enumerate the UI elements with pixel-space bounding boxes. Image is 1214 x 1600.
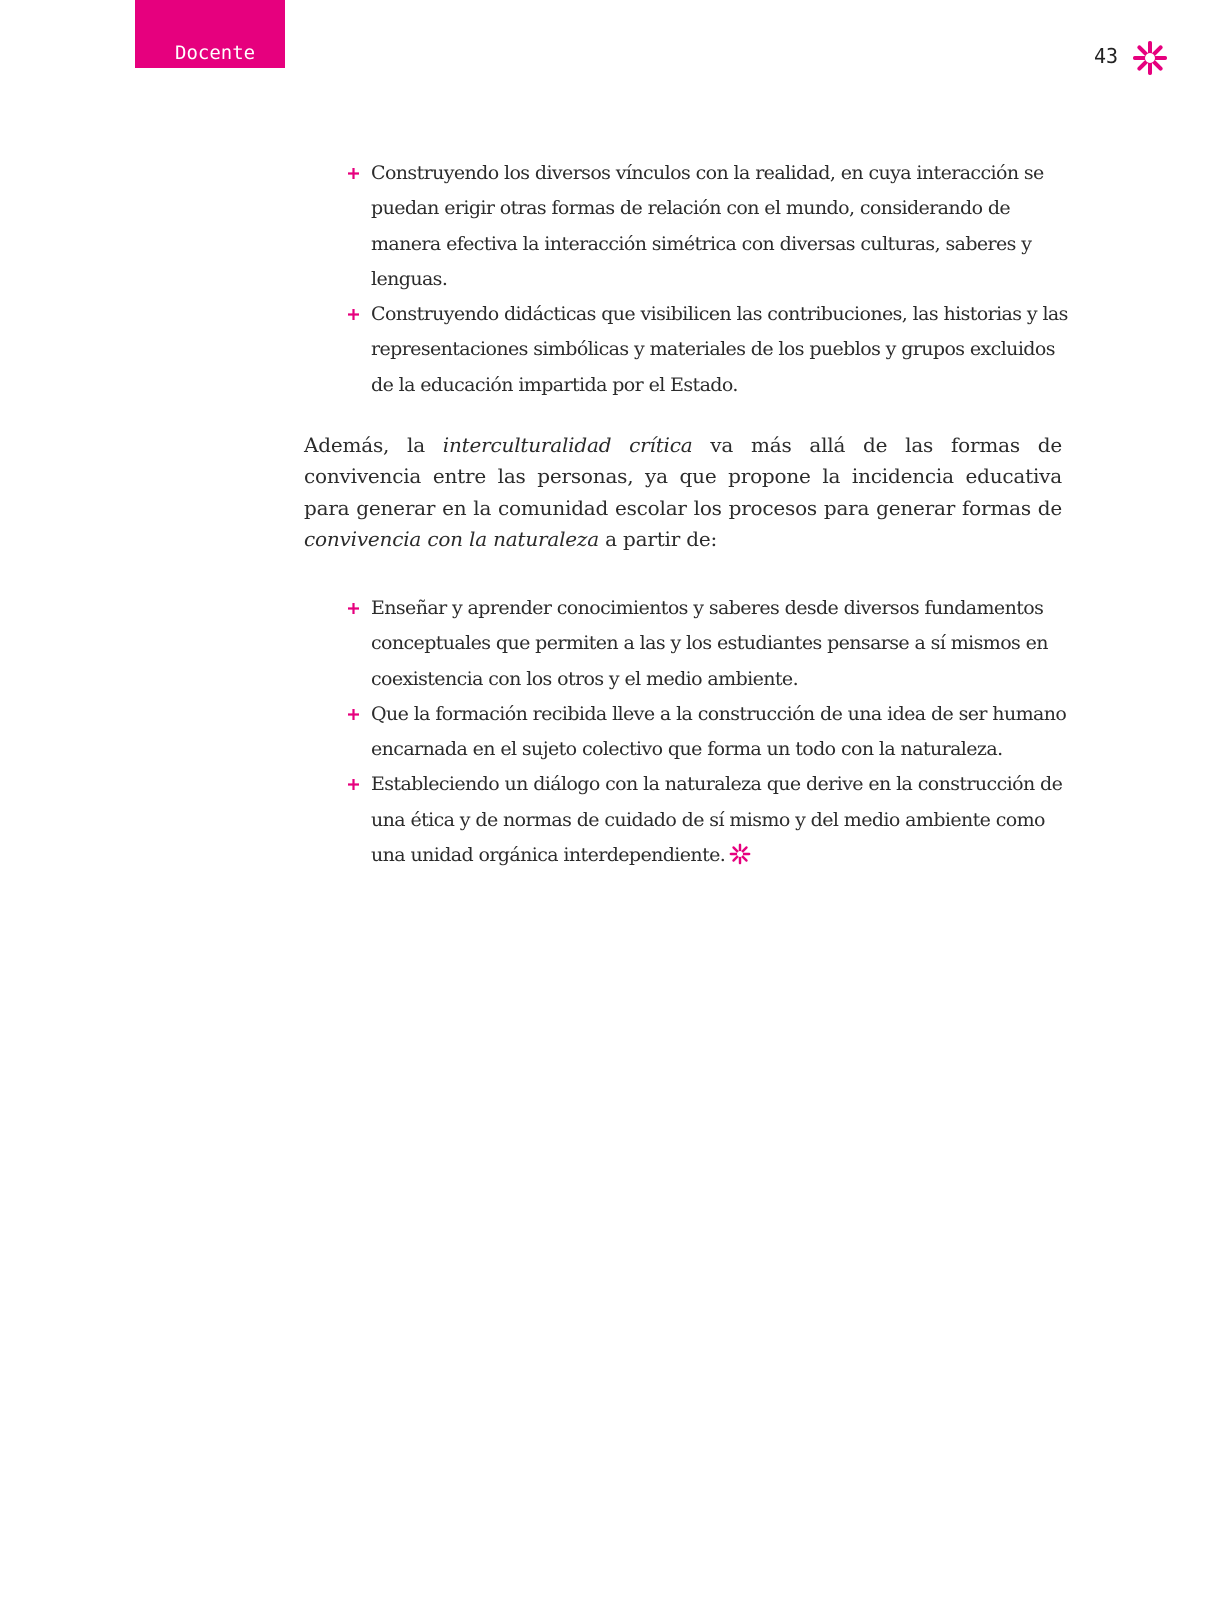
paragraph-italic-2: convivencia con la naturaleza <box>304 526 599 551</box>
list-item-text: Construyendo los diversos vínculos con la realidad, en cuya interacción se puedan erigir otras formas de relación con el mundo, considerando de manera efectiva la interacción simétrica con diversas culturas, saberes y lenguas. <box>371 162 1044 290</box>
bullet-list-first <box>348 156 1068 403</box>
paragraph-italic-1: interculturalidad crítica <box>442 433 693 457</box>
asterisk-star-icon <box>1132 40 1168 76</box>
section-label: Docente <box>175 42 256 64</box>
list-item-text: Que la formación recibida lleve a la construcción de una idea de ser humano encarnada en el sujeto colectivo que forma un todo con la naturaleza. <box>371 702 1067 761</box>
list-item <box>348 697 1068 768</box>
end-asterisk-icon <box>729 843 751 865</box>
page-number: 43 <box>1094 44 1119 68</box>
list-item <box>348 297 1068 403</box>
list-item <box>348 767 1068 873</box>
bullet-list-second <box>348 591 1068 873</box>
list-item <box>348 156 1068 297</box>
list-item <box>348 591 1068 697</box>
paragraph-text-1: Además, la <box>304 433 443 457</box>
bullet-marker-icon <box>348 709 359 720</box>
body-paragraph <box>304 430 1062 555</box>
paragraph-text-2: va más allá de las formas de convivencia entre las personas, ya que propone la incidencia educativa para generar en la comunidad escolar los procesos para generar formas de <box>304 433 1062 520</box>
list-item-text: Enseñar y aprender conocimientos y saberes desde diversos fundamentos conceptuales que permiten a las y los estudiantes pensarse a sí mismos en coexistencia con los otros y el medio ambiente. <box>371 597 1048 690</box>
paragraph-text-3: a partir de: <box>598 526 718 551</box>
section-tab <box>135 0 285 68</box>
list-item-text: Estableciendo un diálogo con la naturaleza que derive en la construcción de una ética y de normas de cuidado de sí mismo y del medio ambiente como una unidad orgánica interdependiente. <box>371 773 1063 867</box>
bullet-marker-icon <box>348 309 359 320</box>
bullet-marker-icon <box>348 779 359 790</box>
list-item-text: Construyendo didácticas que visibilicen las contribuciones, las historias y las representaciones simbólicas y materiales de los pueblos y grupos excluidos de la educación impartida por el Estado. <box>371 303 1068 396</box>
bullet-marker-icon <box>348 168 359 179</box>
bullet-marker-icon <box>348 603 359 614</box>
